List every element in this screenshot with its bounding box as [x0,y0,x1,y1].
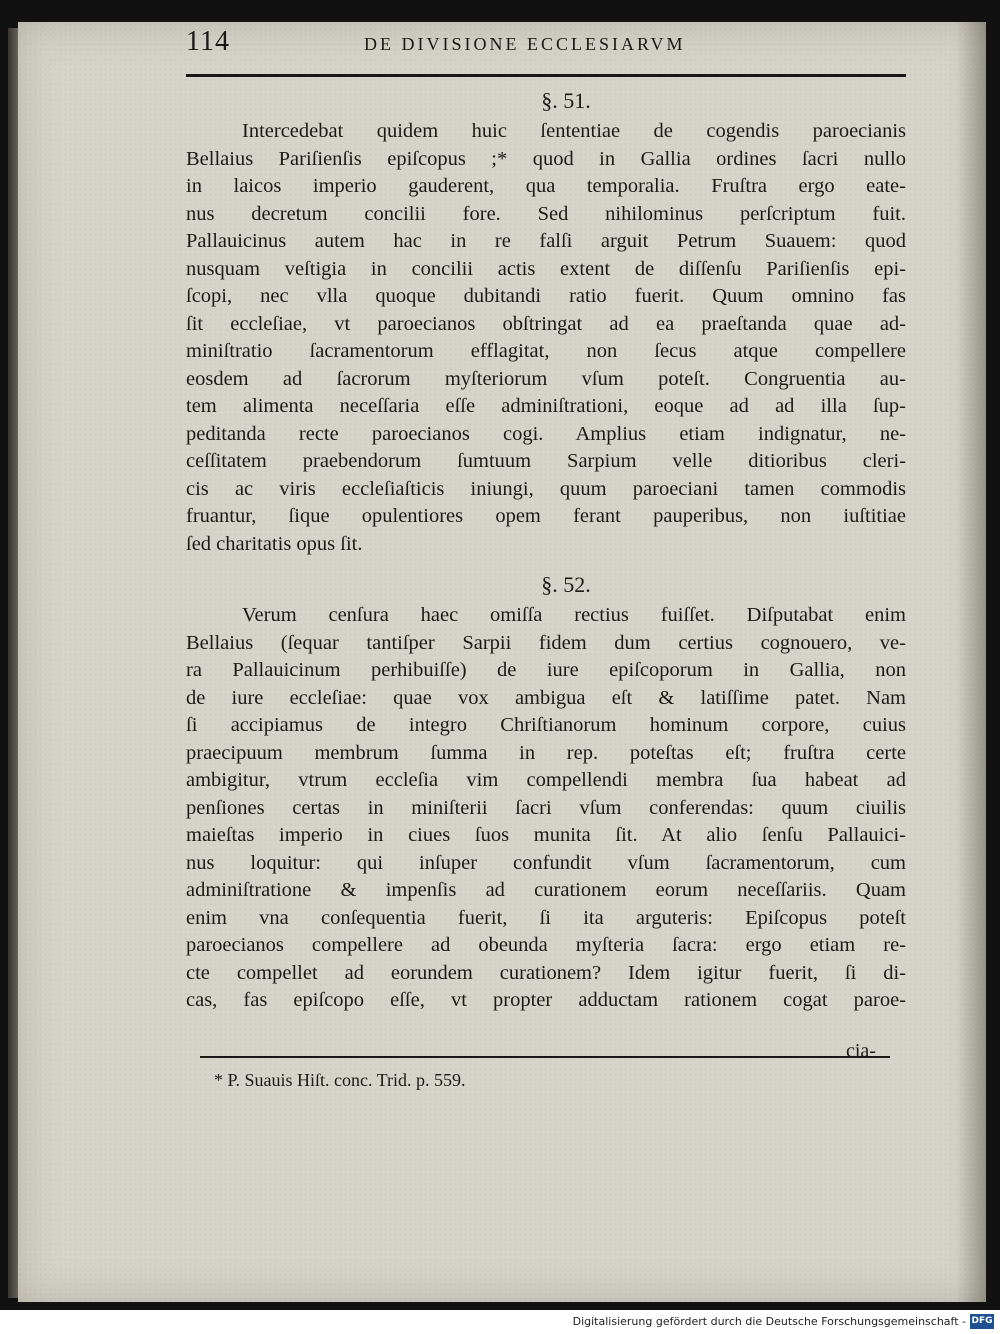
text-line: adminiſtratione & impenſis ad curationem eorum neceſſariis. Quam [186,879,906,901]
text-line: praecipuum membrum ſumma in rep. poteſtas eſt; fruſtra certe [186,741,906,764]
section-mark: §. 52. [541,572,591,597]
page-gutter-shade [956,22,986,1302]
body-text [186,84,906,1015]
text-line: penſiones certas in miniſterii ſacri vſum conferendas: quum ciuilis [186,796,906,819]
text-line: enim vna conſequentia fuerit, ſi ita arguteris: Epiſcopus poteſt [186,906,906,929]
running-head: DE DIVISIONE ECCLESIARVM [364,34,686,54]
dfg-logo: DFG [970,1314,994,1329]
text-line: eosdem ad ſacrorum myſteriorum vſum poteſt. Congruentia au- [186,367,906,390]
text-line: Bellaius (ſequar tantiſper Sarpii fidem dum certius cognouero, ve- [186,631,906,654]
text-line: peditanda recte paroecianos cogi. Amplius etiam indignatur, ne- [186,422,906,445]
text-line: maieſtas imperio in ciues ſuos munita ſit. At alio ſenſu Pallauici- [186,824,906,846]
page-header [186,26,906,66]
section-mark: §. 51. [541,88,591,113]
text-line: ambigitur, vtrum eccleſia vim compellendi membra ſua habeat ad [186,769,906,791]
catchword: cia- [846,1040,876,1062]
footnote: * P. Suauis Hiſt. conc. Trid. p. 559. [214,1070,466,1090]
text-line: miniſtratio ſacramentorum efflagitat, non ſecus atque compellere [186,340,906,362]
text-line: ſit eccleſiae, vt paroecianos obſtringat ad ea praeſtanda quae ad- [186,312,906,335]
text-line: cte compellet ad eorundem curationem? Idem igitur fuerit, ſi di- [186,961,906,984]
text-line: cas, fas epiſcopo eſſe, vt propter adductam rationem cogat paroe- [186,989,906,1011]
text-line: tem alimenta neceſſaria eſſe adminiſtrationi, eoque ad ad illa ſup- [186,395,906,417]
text-line: ceſſitatem praebendorum ſumtuum Sarpium velle ditioribus cleri- [186,450,906,472]
funding-credit: Digitalisierung gefördert durch die Deutsche Forschungsgemeinschaft - [572,1315,966,1328]
text-line: Verum cenſura haec omiſſa rectius fuiſſet. Diſputabat enim [242,604,906,626]
text-line: in laicos imperio gauderent, qua temporalia. Fruſtra ergo eate- [186,175,906,197]
footnote-rule [200,1056,890,1058]
text-line: nus loquitur: qui inſuper confundit vſum ſacramentorum, cum [186,851,906,874]
text-line: nus decretum concilii fore. Sed nihilominus perſcriptum fuit. [186,202,906,225]
text-line: nusquam veſtigia in concilii actis extent de diſſenſu Pariſienſis epi- [186,257,906,280]
text-line: ſi accipiamus de integro Chriſtianorum hominum corpore, cuius [186,714,906,736]
text-line: ſcopi, nec vlla quoque dubitandi ratio fuerit. Quum omnino fas [186,285,906,307]
text-line: Bellaius Pariſienſis epiſcopus ;* quod in Gallia ordines ſacri nullo [186,147,906,170]
text-line: ſed charitatis opus ſit. [186,532,363,555]
text-line: ra Pallauicinum perhibuiſſe) de iure epiſcoporum in Gallia, non [186,659,906,681]
text-line: Pallauicinus autem hac in re falſi arguit Petrum Suauem: quod [186,230,906,252]
text-line: fruantur, ſique opulentiores opem ferant pauperibus, non iuſtitiae [186,505,906,527]
text-line: Intercedebat quidem huic ſententiae de cogendis paroecianis [242,120,906,142]
text-line: paroecianos compellere ad obeunda myſteria ſacra: ergo etiam re- [186,934,906,956]
digitization-footer [0,1310,1000,1334]
section-gap [186,558,906,568]
text-line: de iure eccleſiae: quae vox ambigua eſt & latiſſime patet. Nam [186,686,906,709]
text-line: cis ac viris eccleſiaſticis iniungi, quum paroeciani tamen commodis [186,477,906,500]
page-number: 114 [186,26,230,57]
header-rule [186,74,906,77]
